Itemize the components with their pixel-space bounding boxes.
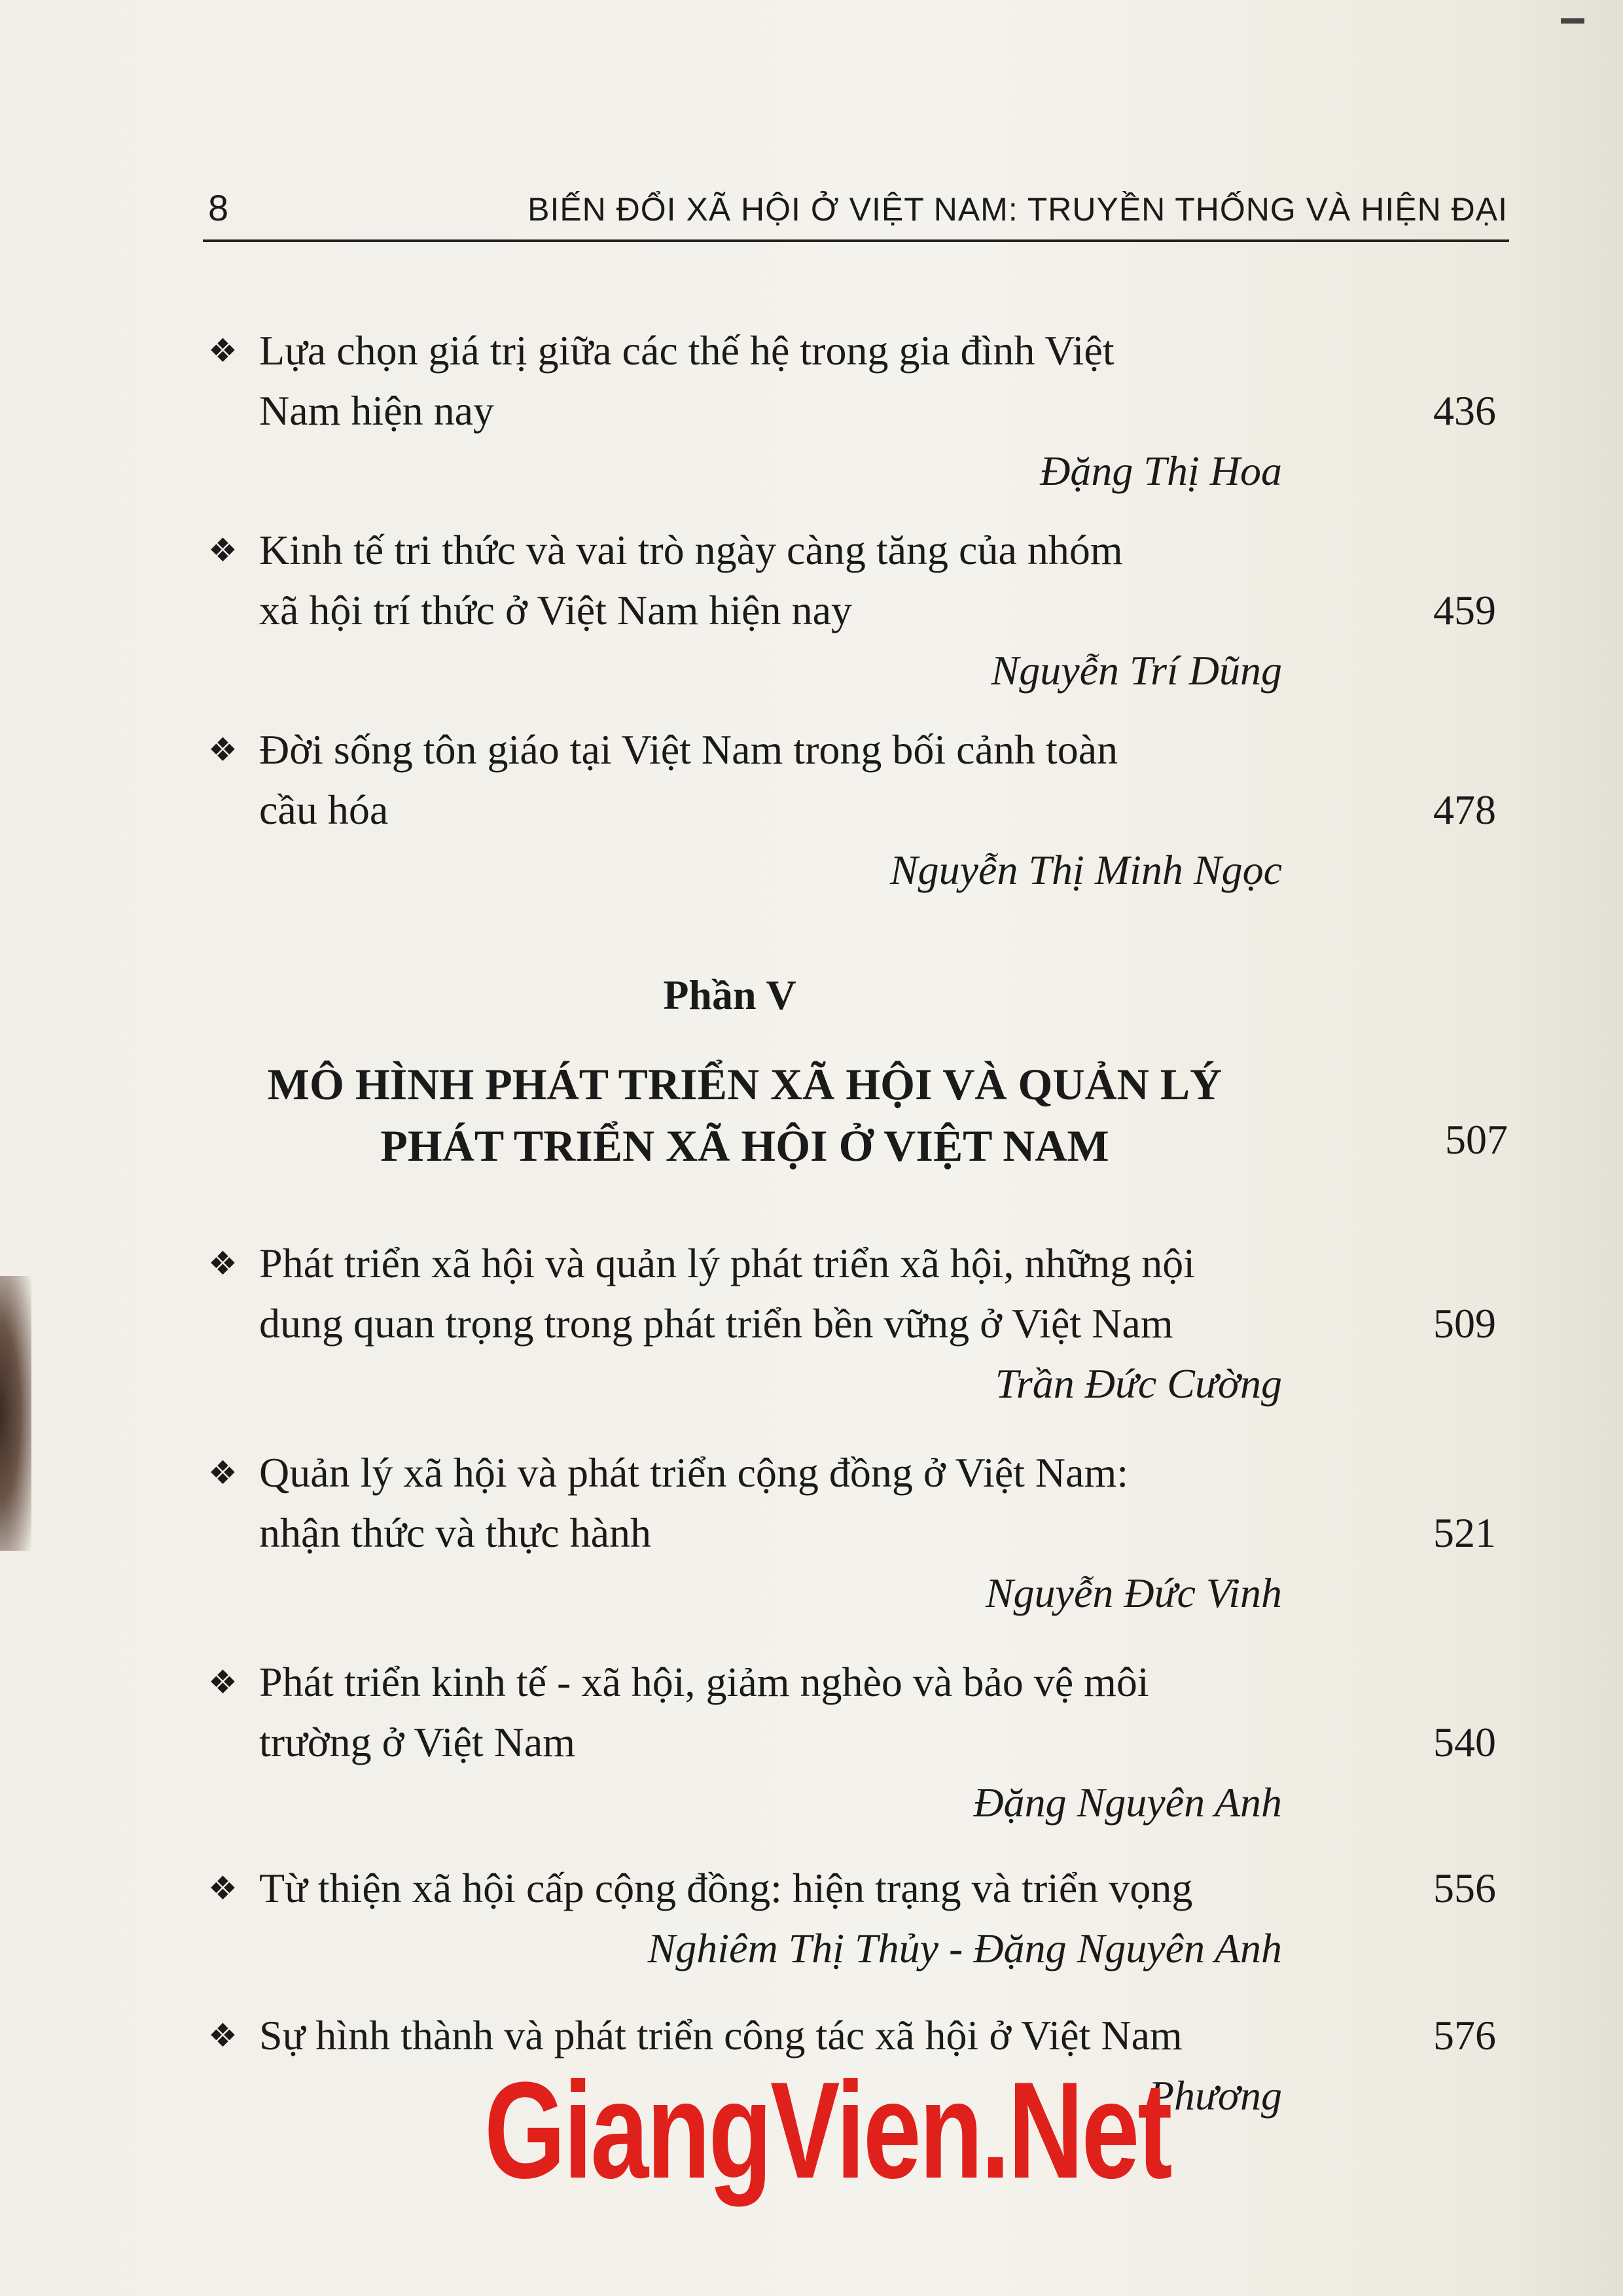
entry-page: 509 — [1433, 1300, 1496, 1347]
entry-page: 521 — [1433, 1510, 1496, 1556]
entry-page: 436 — [1433, 387, 1496, 434]
diamond-bullet-icon: ❖ — [208, 2017, 238, 2054]
entry-title: Lựa chọn giá trị giữa các thế hệ trong gia đình Việt Nam hiện nay — [259, 327, 1115, 434]
entry-page: 556 — [1433, 1865, 1496, 1911]
entry-page: 576 — [1433, 2012, 1496, 2058]
entry-title: Quản lý xã hội và phát triển cộng đồng ở Việt Nam: nhận thức và thực hành — [259, 1449, 1129, 1556]
diamond-bullet-icon: ❖ — [208, 732, 238, 768]
diamond-bullet-icon: ❖ — [208, 1245, 238, 1282]
entry-title: Phát triển kinh tế - xã hội, giảm nghèo và bảo vệ môi trường ở Việt Nam — [259, 1659, 1149, 1765]
entry-page: 478 — [1433, 786, 1496, 833]
entry-author: Trần Đức Cường — [995, 1360, 1282, 1407]
entry-author: Nguyễn Trí Dũng — [991, 647, 1282, 694]
diamond-bullet-icon: ❖ — [208, 532, 238, 569]
entry-title: Từ thiện xã hội cấp cộng đồng: hiện trạng và triển vọng — [259, 1865, 1193, 1911]
entry-title: Sự hình thành và phát triển công tác xã hội ở Việt Nam — [259, 2012, 1183, 2058]
entry-author: Đặng Thị Hoa — [1040, 448, 1282, 494]
watermark-logo: GiangVien.Net — [484, 2053, 1171, 2207]
part-page: 507 — [1445, 1116, 1508, 1163]
entry-page: 459 — [1433, 587, 1496, 633]
thumb-shadow — [0, 1276, 31, 1551]
entry-author: Nguyễn Đức Vinh — [985, 1570, 1282, 1616]
page-edge-mark — [1561, 18, 1584, 24]
entry-author: Đặng Nguyên Anh — [973, 1779, 1282, 1826]
part-title: MÔ HÌNH PHÁT TRIỂN XÃ HỘI VÀ QUẢN LÝ PHÁT TRIỂN XÃ HỘI Ở VIỆT NAM — [267, 1059, 1222, 1171]
entry-title: Phát triển xã hội và quản lý phát triển xã hội, những nội dung quan trọng trong phát triển bền vững ở Việt Nam — [259, 1240, 1195, 1347]
page-number: 8 — [208, 187, 229, 228]
entry-page: 540 — [1433, 1719, 1496, 1765]
diamond-bullet-icon: ❖ — [208, 1455, 238, 1491]
entry-author: Phương — [1148, 2072, 1282, 2119]
part-label: Phần V — [663, 972, 796, 1018]
diamond-bullet-icon: ❖ — [208, 1870, 238, 1907]
entry-author: Nguyễn Thị Minh Ngọc — [889, 847, 1282, 893]
diamond-bullet-icon: ❖ — [208, 332, 238, 369]
entry-title: Kinh tế tri thức và vai trò ngày càng tăng của nhóm xã hội trí thức ở Việt Nam hiện nay — [259, 527, 1123, 633]
entry-title: Đời sống tôn giáo tại Việt Nam trong bối cảnh toàn cầu hóa — [259, 726, 1118, 833]
header-rule — [203, 239, 1509, 242]
entry-author: Nghiêm Thị Thủy - Đặng Nguyên Anh — [647, 1925, 1282, 1971]
running-title: BIẾN ĐỔI XÃ HỘI Ở VIỆT NAM: TRUYỀN THỐNG VÀ HIỆN ĐẠI — [527, 191, 1508, 228]
diamond-bullet-icon: ❖ — [208, 1664, 238, 1701]
